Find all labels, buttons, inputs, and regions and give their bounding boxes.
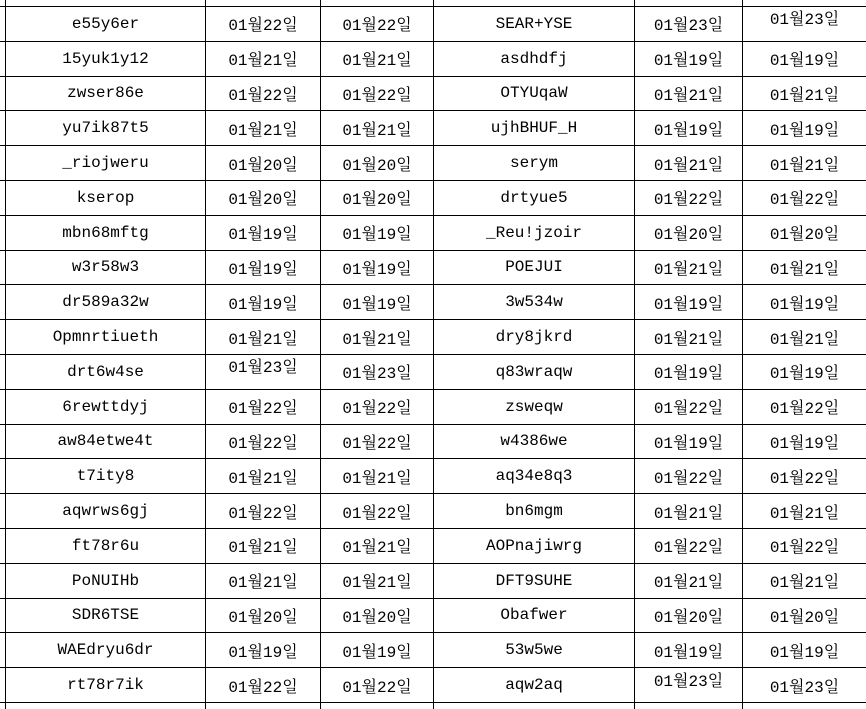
grid-cell-fragment	[634, 0, 742, 6]
grid-cell-fragment	[205, 0, 320, 6]
date-2-cell[interactable]	[320, 668, 433, 702]
table-row	[0, 6, 866, 41]
date-3-cell[interactable]	[634, 390, 742, 424]
cell-text: w4386we	[500, 432, 568, 451]
cell-text: POEJUI	[505, 258, 563, 277]
cell-text: 01월23일	[653, 672, 724, 691]
cut-row-bottom	[0, 702, 866, 709]
cell-text: WAEdryu6dr	[57, 641, 154, 660]
cell-text: e55y6er	[71, 14, 140, 33]
table-row	[0, 76, 866, 111]
cell-text: ujhBHUF_H	[490, 119, 578, 138]
grid-cell-fragment	[205, 703, 320, 709]
date-2-cell[interactable]	[320, 320, 433, 354]
cell-text: 01월19일	[653, 52, 724, 71]
cell-text: 01월20일	[653, 608, 724, 627]
date-3-cell[interactable]	[634, 285, 742, 319]
cell-text: 01월22일	[228, 434, 298, 453]
cell-text: 01월22일	[342, 678, 412, 697]
id-b-cell[interactable]	[433, 668, 634, 702]
cell-text: dr589a32w	[62, 293, 149, 312]
cell-text: DFT9SUHE	[495, 571, 573, 590]
cell-text: 01월22일	[228, 400, 298, 419]
id-b-cell[interactable]	[433, 285, 634, 319]
cell-text: 01월21일	[769, 86, 840, 105]
id-b-cell[interactable]	[433, 7, 634, 41]
table-row	[0, 319, 866, 354]
date-3-cell[interactable]	[634, 181, 742, 215]
id-b-cell[interactable]	[433, 77, 634, 111]
id-a-cell[interactable]	[5, 459, 205, 493]
cell-text: 01월20일	[342, 608, 412, 627]
cell-text: 01월23일	[769, 11, 840, 30]
date-4-cell[interactable]	[742, 494, 866, 528]
date-2-cell[interactable]	[320, 355, 433, 389]
table-row	[0, 598, 866, 633]
id-b-cell[interactable]	[433, 42, 634, 76]
id-a-cell[interactable]	[5, 494, 205, 528]
cell-text: Opmnrtiueth	[52, 328, 159, 347]
date-3-cell[interactable]	[634, 564, 742, 598]
cut-row-top	[0, 0, 866, 6]
id-a-cell[interactable]	[5, 599, 205, 633]
cell-text: 01월19일	[769, 295, 840, 314]
cell-text: 01월21일	[342, 52, 412, 71]
cell-text: 01월19일	[342, 226, 412, 245]
grid-cell-fragment	[742, 703, 866, 709]
date-4-cell[interactable]	[742, 251, 866, 285]
cell-text: 01월21일	[342, 469, 412, 488]
date-3-cell[interactable]	[634, 459, 742, 493]
date-2-cell[interactable]	[320, 529, 433, 563]
cell-text: 01월22일	[228, 86, 298, 105]
cell-text: 01월19일	[769, 365, 840, 384]
cell-text: zwser86e	[67, 84, 144, 103]
id-a-cell[interactable]	[5, 668, 205, 702]
table-row	[0, 667, 866, 702]
cell-text: 01월23일	[653, 17, 724, 36]
cell-text: 01월23일	[342, 365, 412, 384]
cell-text: 01월19일	[769, 643, 840, 662]
cell-text: 01월19일	[653, 365, 724, 384]
id-a-cell[interactable]	[5, 42, 205, 76]
grid-cell-fragment	[433, 0, 634, 6]
date-3-cell[interactable]	[634, 146, 742, 180]
date-2-cell[interactable]	[320, 425, 433, 459]
grid-cell-fragment	[5, 703, 205, 709]
cell-text: 01월19일	[653, 643, 724, 662]
id-a-cell[interactable]	[5, 7, 205, 41]
table-row	[0, 250, 866, 285]
cell-text: 01월22일	[228, 678, 298, 697]
id-b-cell[interactable]	[433, 181, 634, 215]
id-a-cell[interactable]	[5, 390, 205, 424]
table-row	[0, 458, 866, 493]
cell-text: 01월21일	[342, 539, 412, 558]
cell-text: 01월22일	[769, 469, 840, 488]
cell-text: 01월23일	[228, 359, 298, 378]
grid-cell-fragment	[320, 0, 433, 6]
cell-text: 01월21일	[653, 574, 724, 593]
cell-text: 53w5we	[505, 641, 563, 660]
cell-text: kserop	[76, 188, 135, 207]
date-3-cell[interactable]	[634, 216, 742, 250]
cell-text: 01월20일	[769, 226, 840, 245]
id-b-cell[interactable]	[433, 390, 634, 424]
cell-text: 01월20일	[769, 608, 840, 627]
id-a-cell[interactable]	[5, 529, 205, 563]
date-1-cell[interactable]	[205, 320, 320, 354]
id-a-cell[interactable]	[5, 285, 205, 319]
cell-text: 01월23일	[769, 678, 840, 697]
cell-text: asdhdfj	[500, 49, 568, 68]
date-3-cell[interactable]	[634, 425, 742, 459]
cell-text: 01월22일	[342, 504, 412, 523]
table-row	[0, 389, 866, 424]
date-1-cell[interactable]	[205, 564, 320, 598]
cell-text: 01월22일	[228, 504, 298, 523]
id-b-cell[interactable]	[433, 599, 634, 633]
date-3-cell[interactable]	[634, 251, 742, 285]
cell-text: 01월21일	[653, 504, 724, 523]
cell-text: 01월21일	[228, 574, 298, 593]
date-3-cell[interactable]	[634, 77, 742, 111]
cell-text: 01월22일	[342, 17, 412, 36]
date-4-cell[interactable]	[742, 564, 866, 598]
cell-text: 01월22일	[769, 400, 840, 419]
cell-text: PoNUIHb	[71, 571, 140, 590]
cell-text: 01월22일	[342, 434, 412, 453]
cell-text: ft78r6u	[71, 536, 140, 555]
id-a-cell[interactable]	[5, 425, 205, 459]
date-1-cell[interactable]	[205, 111, 320, 145]
cell-text: q83wraqw	[495, 362, 573, 381]
cell-text: 01월19일	[342, 260, 412, 279]
cell-text: 01월21일	[228, 121, 298, 140]
date-3-cell[interactable]	[634, 42, 742, 76]
cell-text: 01월21일	[342, 330, 412, 349]
cell-text: _Reu!jzoir	[485, 223, 582, 242]
date-4-cell[interactable]	[742, 425, 866, 459]
id-a-cell[interactable]	[5, 251, 205, 285]
cell-text: SEAR+YSE	[495, 14, 573, 33]
date-3-cell[interactable]	[634, 320, 742, 354]
date-1-cell[interactable]	[205, 251, 320, 285]
cell-text: 01월21일	[769, 260, 840, 279]
id-a-cell[interactable]	[5, 355, 205, 389]
cell-text: serym	[509, 154, 558, 173]
cell-text: 01월22일	[228, 17, 298, 36]
date-4-cell[interactable]	[742, 146, 866, 180]
id-b-cell[interactable]	[433, 564, 634, 598]
cell-text: 01월22일	[342, 86, 412, 105]
cell-text: 01월20일	[342, 191, 412, 210]
date-3-cell[interactable]	[634, 599, 742, 633]
cell-text: 01월21일	[653, 86, 724, 105]
cell-text: 01월19일	[769, 434, 840, 453]
date-1-cell[interactable]	[205, 390, 320, 424]
date-3-cell[interactable]	[634, 494, 742, 528]
cell-text: drtyue5	[500, 188, 568, 207]
date-1-cell[interactable]	[205, 181, 320, 215]
cell-text: dry8jkrd	[495, 328, 573, 347]
date-2-cell[interactable]	[320, 7, 433, 41]
date-1-cell[interactable]	[205, 216, 320, 250]
date-1-cell[interactable]	[205, 529, 320, 563]
cell-text: 01월21일	[342, 574, 412, 593]
cell-text: 01월21일	[769, 574, 840, 593]
cell-text: Obafwer	[500, 606, 568, 625]
date-1-cell[interactable]	[205, 77, 320, 111]
id-a-cell[interactable]	[5, 633, 205, 667]
date-3-cell[interactable]	[634, 111, 742, 145]
id-b-cell[interactable]	[433, 320, 634, 354]
date-2-cell[interactable]	[320, 146, 433, 180]
date-1-cell[interactable]	[205, 633, 320, 667]
cell-text: bn6mgm	[505, 502, 563, 521]
date-2-cell[interactable]	[320, 494, 433, 528]
date-3-cell[interactable]	[634, 355, 742, 389]
id-b-cell[interactable]	[433, 529, 634, 563]
date-2-cell[interactable]	[320, 111, 433, 145]
cell-text: 01월19일	[228, 260, 298, 279]
cell-text: 01월22일	[653, 400, 724, 419]
table-row	[0, 110, 866, 145]
cell-text: t7ity8	[76, 467, 135, 486]
id-b-cell[interactable]	[433, 355, 634, 389]
date-2-cell[interactable]	[320, 459, 433, 493]
date-4-cell[interactable]	[742, 668, 866, 702]
table-row	[0, 284, 866, 319]
table-row	[0, 424, 866, 459]
cell-text: mbn68mftg	[62, 223, 149, 242]
table-row	[0, 215, 866, 250]
id-a-cell[interactable]	[5, 77, 205, 111]
date-4-cell[interactable]	[742, 529, 866, 563]
date-2-cell[interactable]	[320, 181, 433, 215]
cell-text: 01월19일	[228, 295, 298, 314]
cell-text: aq34e8q3	[495, 467, 573, 486]
cell-text: 01월22일	[769, 539, 840, 558]
id-a-cell[interactable]	[5, 216, 205, 250]
cell-text: 01월22일	[342, 400, 412, 419]
cell-text: 01월21일	[228, 539, 298, 558]
date-4-cell[interactable]	[742, 216, 866, 250]
date-1-cell[interactable]	[205, 599, 320, 633]
cell-text: 01월22일	[653, 191, 724, 210]
date-4-cell[interactable]	[742, 181, 866, 215]
cell-text: 01월21일	[769, 156, 840, 175]
cell-text: 01월19일	[653, 121, 724, 140]
cell-text: 01월21일	[653, 330, 724, 349]
grid-cell-fragment	[433, 703, 634, 709]
id-b-cell[interactable]	[433, 111, 634, 145]
cell-text: 01월21일	[769, 504, 840, 523]
id-a-cell[interactable]	[5, 564, 205, 598]
grid-cell-fragment	[634, 703, 742, 709]
grid-cell-fragment	[320, 703, 433, 709]
date-3-cell[interactable]	[634, 529, 742, 563]
cell-text: 01월20일	[228, 191, 298, 210]
id-a-cell[interactable]	[5, 320, 205, 354]
cell-text: 6rewttdyj	[62, 397, 149, 416]
date-4-cell[interactable]	[742, 459, 866, 493]
date-4-cell[interactable]	[742, 42, 866, 76]
date-3-cell[interactable]	[634, 633, 742, 667]
cell-text: drt6w4se	[67, 362, 144, 381]
table-row	[0, 354, 866, 389]
cell-text: 01월22일	[769, 191, 840, 210]
date-4-cell[interactable]	[742, 633, 866, 667]
cell-text: 3w534w	[505, 293, 563, 312]
date-1-cell[interactable]	[205, 285, 320, 319]
cell-text: 01월21일	[228, 52, 298, 71]
date-2-cell[interactable]	[320, 216, 433, 250]
table-row	[0, 180, 866, 215]
date-3-cell[interactable]	[634, 7, 742, 41]
cell-text: yu7ik87t5	[62, 119, 149, 138]
date-2-cell[interactable]	[320, 77, 433, 111]
date-4-cell[interactable]	[742, 355, 866, 389]
date-4-cell[interactable]	[742, 7, 866, 41]
grid-cell-fragment	[5, 0, 205, 6]
date-1-cell[interactable]	[205, 668, 320, 702]
cell-text: 01월19일	[342, 643, 412, 662]
cell-text: 01월20일	[228, 156, 298, 175]
cell-text: 01월21일	[769, 330, 840, 349]
cell-text: 01월21일	[653, 260, 724, 279]
date-4-cell[interactable]	[742, 390, 866, 424]
date-1-cell[interactable]	[205, 494, 320, 528]
id-b-cell[interactable]	[433, 494, 634, 528]
id-b-cell[interactable]	[433, 633, 634, 667]
date-1-cell[interactable]	[205, 355, 320, 389]
cell-text: 01월22일	[653, 469, 724, 488]
id-b-cell[interactable]	[433, 425, 634, 459]
cell-text: 01월19일	[769, 52, 840, 71]
cell-text: SDR6TSE	[71, 606, 140, 625]
table-row	[0, 41, 866, 76]
id-b-cell[interactable]	[433, 146, 634, 180]
id-b-cell[interactable]	[433, 216, 634, 250]
date-4-cell[interactable]	[742, 111, 866, 145]
cell-text: 15yuk1y12	[62, 49, 149, 68]
cell-text: aqwrws6gj	[62, 502, 149, 521]
date-3-cell[interactable]	[634, 668, 742, 702]
cell-text: 01월21일	[342, 121, 412, 140]
cell-text: 01월19일	[653, 434, 724, 453]
cell-text: 01월19일	[342, 295, 412, 314]
cell-text: rt78r7ik	[67, 676, 144, 695]
cell-text: 01월19일	[228, 643, 298, 662]
date-2-cell[interactable]	[320, 633, 433, 667]
cell-text: 01월21일	[228, 330, 298, 349]
date-2-cell[interactable]	[320, 564, 433, 598]
cell-text: 01월19일	[653, 295, 724, 314]
cell-text: AOPnajiwrg	[485, 536, 582, 555]
date-4-cell[interactable]	[742, 77, 866, 111]
id-a-cell[interactable]	[5, 146, 205, 180]
cell-text: 01월22일	[653, 539, 724, 558]
cell-text: w3r58w3	[71, 258, 140, 277]
date-2-cell[interactable]	[320, 390, 433, 424]
date-2-cell[interactable]	[320, 42, 433, 76]
date-2-cell[interactable]	[320, 251, 433, 285]
table-row	[0, 528, 866, 563]
cell-text: 01월20일	[653, 226, 724, 245]
cell-text: 01월20일	[342, 156, 412, 175]
date-4-cell[interactable]	[742, 599, 866, 633]
cell-text: 01월20일	[228, 608, 298, 627]
date-1-cell[interactable]	[205, 425, 320, 459]
date-4-cell[interactable]	[742, 285, 866, 319]
table-row	[0, 145, 866, 180]
table-row	[0, 563, 866, 598]
grid-cell-fragment	[742, 0, 866, 6]
cell-text: 01월21일	[653, 156, 724, 175]
cell-text: _riojweru	[62, 154, 149, 173]
cell-text: aqw2aq	[505, 676, 563, 695]
cell-text: aw84etwe4t	[57, 432, 154, 451]
date-1-cell[interactable]	[205, 459, 320, 493]
cell-text: 01월19일	[769, 121, 840, 140]
date-2-cell[interactable]	[320, 599, 433, 633]
date-1-cell[interactable]	[205, 42, 320, 76]
cell-text: OTYUqaW	[500, 84, 568, 103]
date-4-cell[interactable]	[742, 320, 866, 354]
date-1-cell[interactable]	[205, 146, 320, 180]
id-b-cell[interactable]	[433, 251, 634, 285]
id-a-cell[interactable]	[5, 181, 205, 215]
table-row	[0, 632, 866, 667]
id-a-cell[interactable]	[5, 111, 205, 145]
cell-text: zsweqw	[505, 397, 563, 416]
id-b-cell[interactable]	[433, 459, 634, 493]
cell-text: 01월19일	[228, 226, 298, 245]
cell-text: 01월21일	[228, 469, 298, 488]
date-2-cell[interactable]	[320, 285, 433, 319]
table-row	[0, 493, 866, 528]
date-1-cell[interactable]	[205, 7, 320, 41]
